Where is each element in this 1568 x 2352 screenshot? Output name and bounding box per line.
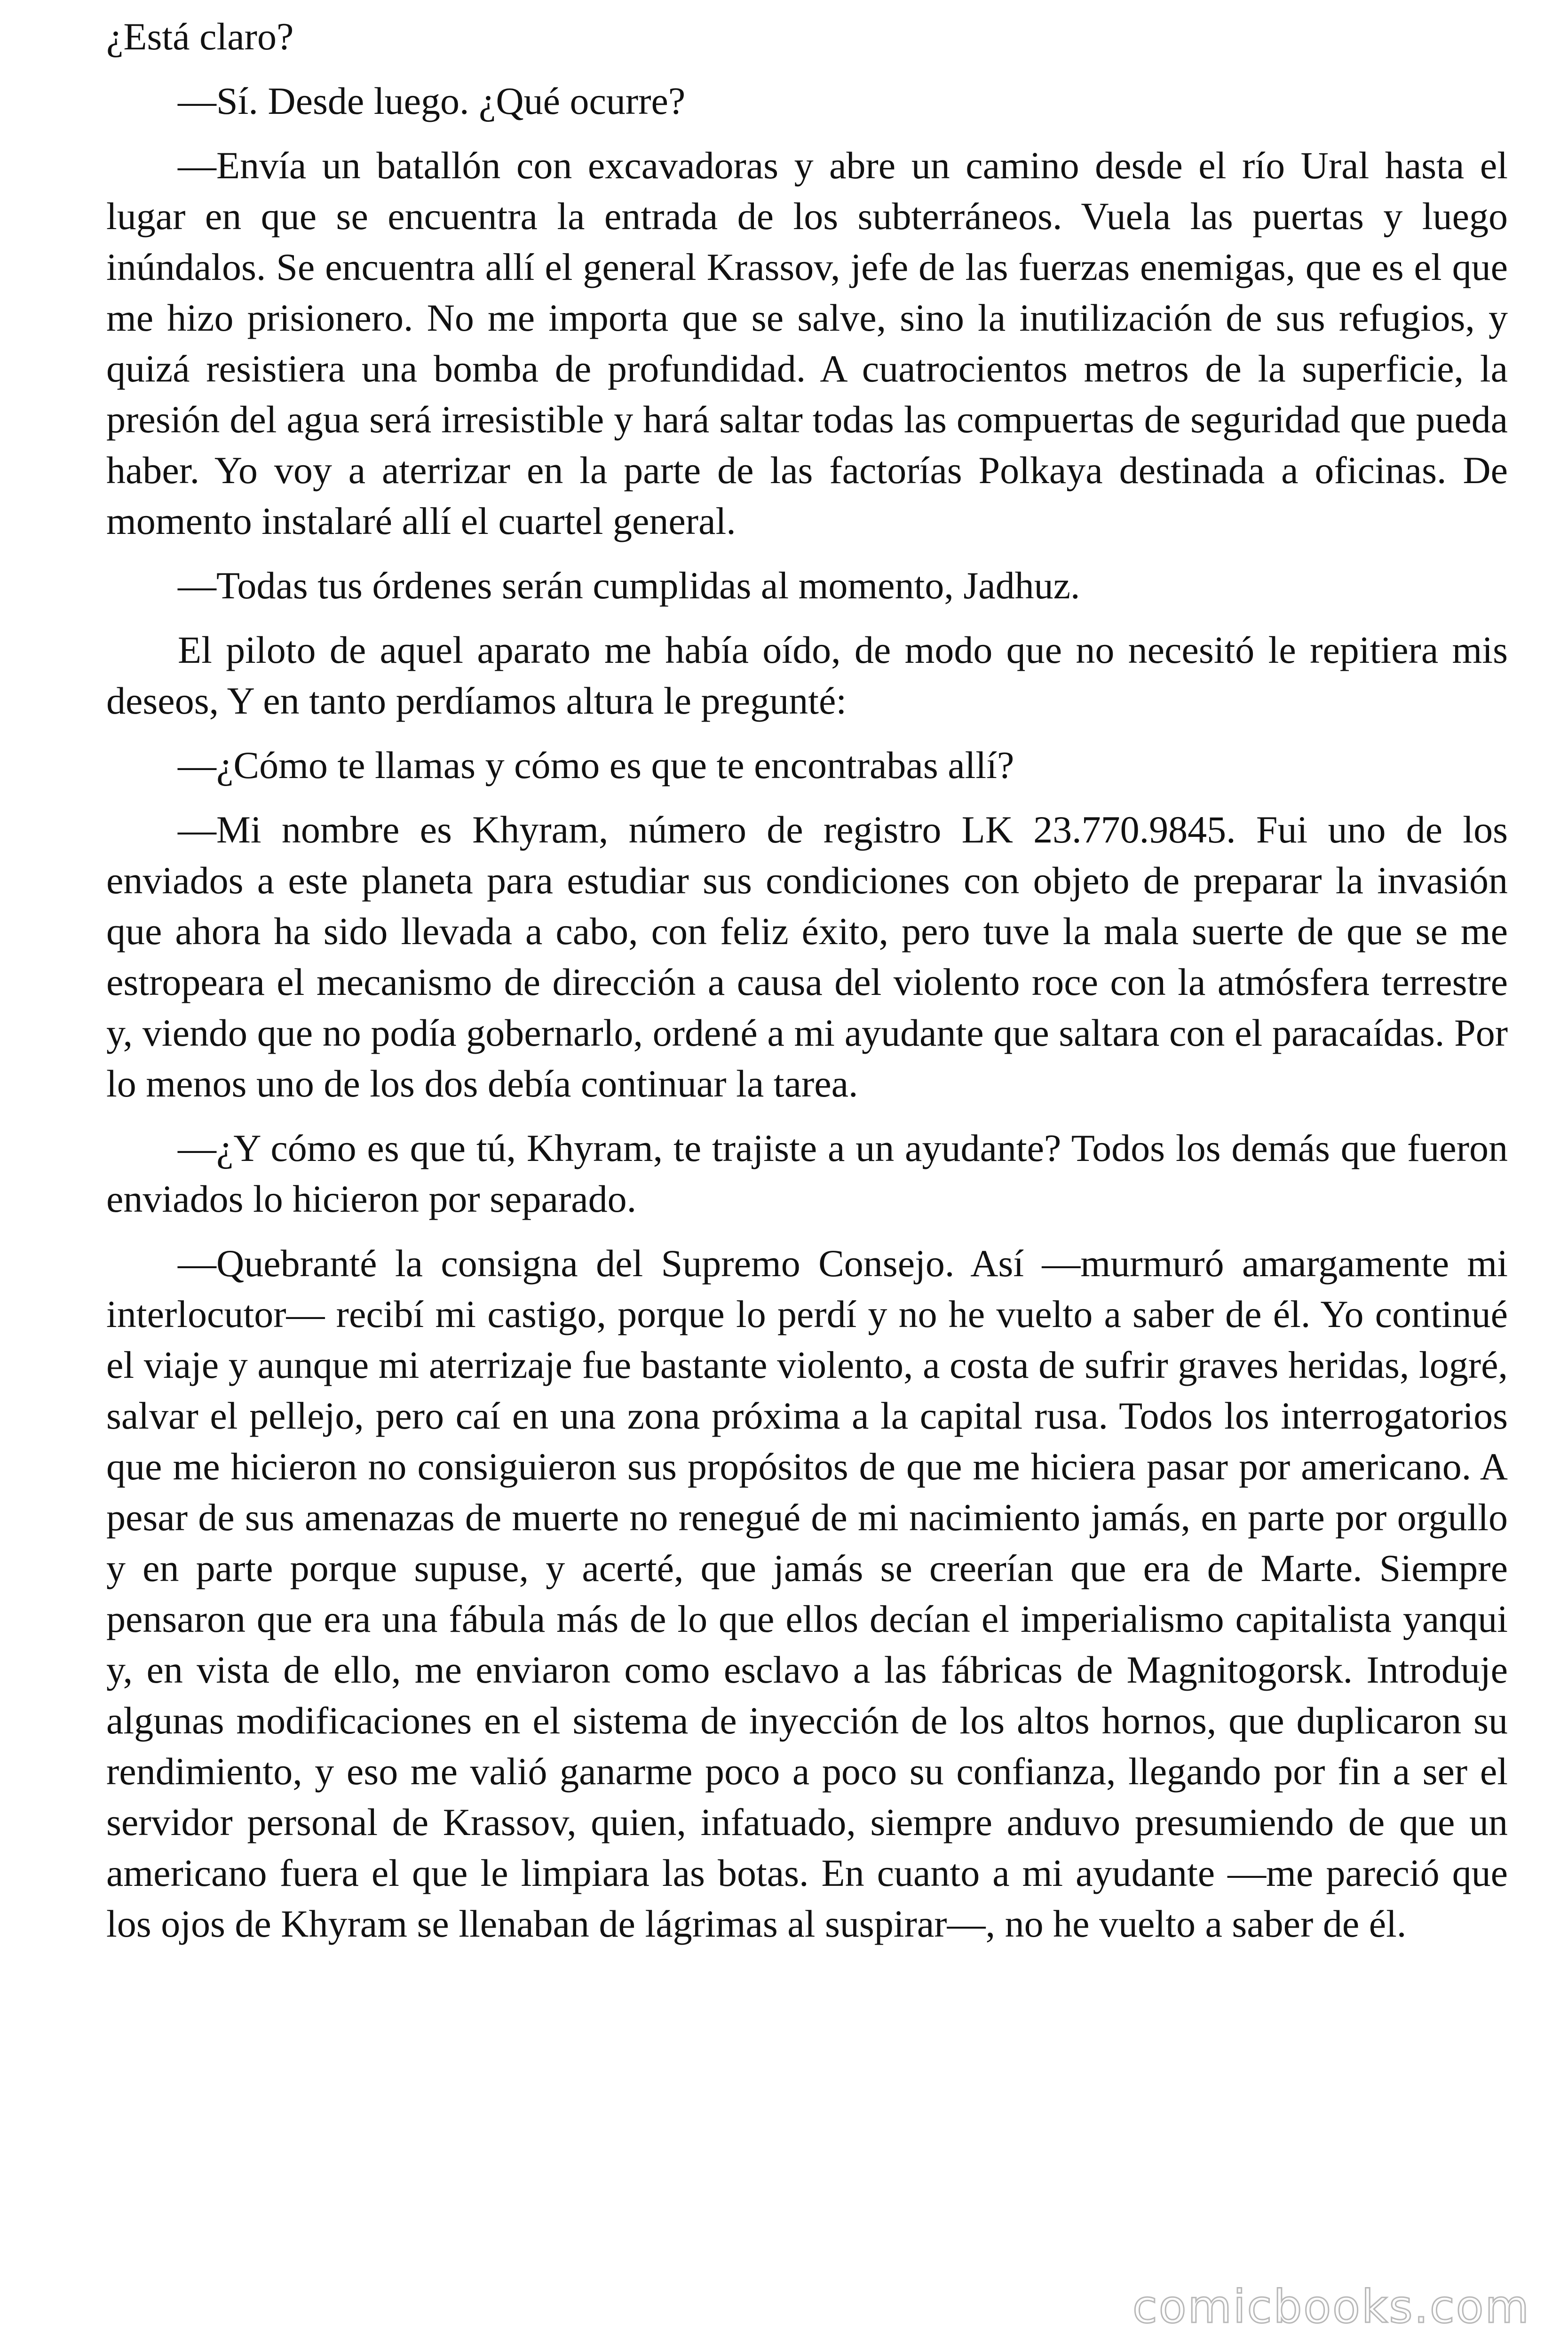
paragraph: —Mi nombre es Khyram, número de registro LK 23.770.9845. Fui uno de los enviados a este planeta para estudiar sus condiciones con objeto de preparar la invasión que ahora ha sido llevada a cabo, con feliz éxito, pero tuve la mala suerte de que se me estropeara el mecanismo de dirección a causa del violento roce con la atmósfera terrestre y, viendo que no podía gobernarlo, ordené a mi ayudante que saltara con el paracaídas. Por lo menos uno de los dos debía continuar la tarea. — [106, 808, 1508, 1105]
body-text — [106, 11, 1508, 1963]
watermark-text: comicbooks.com — [1132, 2280, 1530, 2333]
paragraph: El piloto de aquel aparato me había oído, de modo que no necesitó le repitiera mis deseos, Y en tanto perdíamos altura le pregunté: — [106, 628, 1508, 722]
paragraph: —¿Y cómo es que tú, Khyram, te trajiste a un ayudante? Todos los demás que fueron enviados lo hicieron por separado. — [106, 1127, 1508, 1220]
paragraph: —Quebranté la consigna del Supremo Consejo. Así —murmuró amargamente mi interlocutor— recibí mi castigo, porque lo perdí y no he vuelto a saber de él. Yo continué el viaje y aunque mi aterrizaje fue bastante violento, a costa de sufrir graves heridas, logré, salvar el pellejo, pero caí en una zona próxima a la capital rusa. Todos los interrogatorios que me hicieron no consiguieron sus propósitos de que me hiciera pasar por americano. A pesar de sus amenazas de muerte no renegué de mi nacimiento jamás, en parte por orgullo y en parte porque supuse, y acerté, que jamás se creerían que era de Marte. Siempre pensaron que era una fábula más de lo que ellos decían el imperialismo capitalista yanqui y, en vista de ello, me enviaron como esclavo a las fábricas de Magnitogorsk. Introduje algunas modificaciones en el sistema de inyección de los altos hornos, que duplicaron su rendimiento, y eso me valió ganarme poco a poco su confianza, llegando por fin a ser el servidor personal de Krassov, quien, infatuado, siempre anduvo presumiendo de que un americano fuera el que le limpiara las botas. En cuanto a mi ayudante —me pareció que los ojos de Khyram se llenaban de lágrimas al suspirar—, no he vuelto a saber de él. — [106, 1242, 1508, 1945]
paragraph: —Envía un batallón con excavadoras y abre un camino desde el río Ural hasta el lugar en que se encuentra la entrada de los subterráneos. Vuela las puertas y luego inúndalos. Se encuentra allí el general Krassov, jefe de las fuerzas enemigas, que es el que me hizo prisionero. No me importa que se salve, sino la inutilización de sus refugios, y quizá resistiera una bomba de profundidad. A cuatrocientos metros de la superficie, la presión del agua será irresistible y hará saltar todas las compuertas de seguridad que pueda haber. Yo voy a aterrizar en la parte de las factorías Polkaya destinada a oficinas. De momento instalaré allí el cuartel general. — [106, 144, 1508, 542]
paragraph: —Todas tus órdenes serán cumplidas al momento, Jadhuz. — [178, 564, 1080, 607]
paragraph: ¿Está claro? — [106, 15, 294, 58]
paragraph: —¿Cómo te llamas y cómo es que te encontrabas allí? — [178, 744, 1014, 787]
paragraph: —Sí. Desde luego. ¿Qué ocurre? — [178, 79, 686, 122]
